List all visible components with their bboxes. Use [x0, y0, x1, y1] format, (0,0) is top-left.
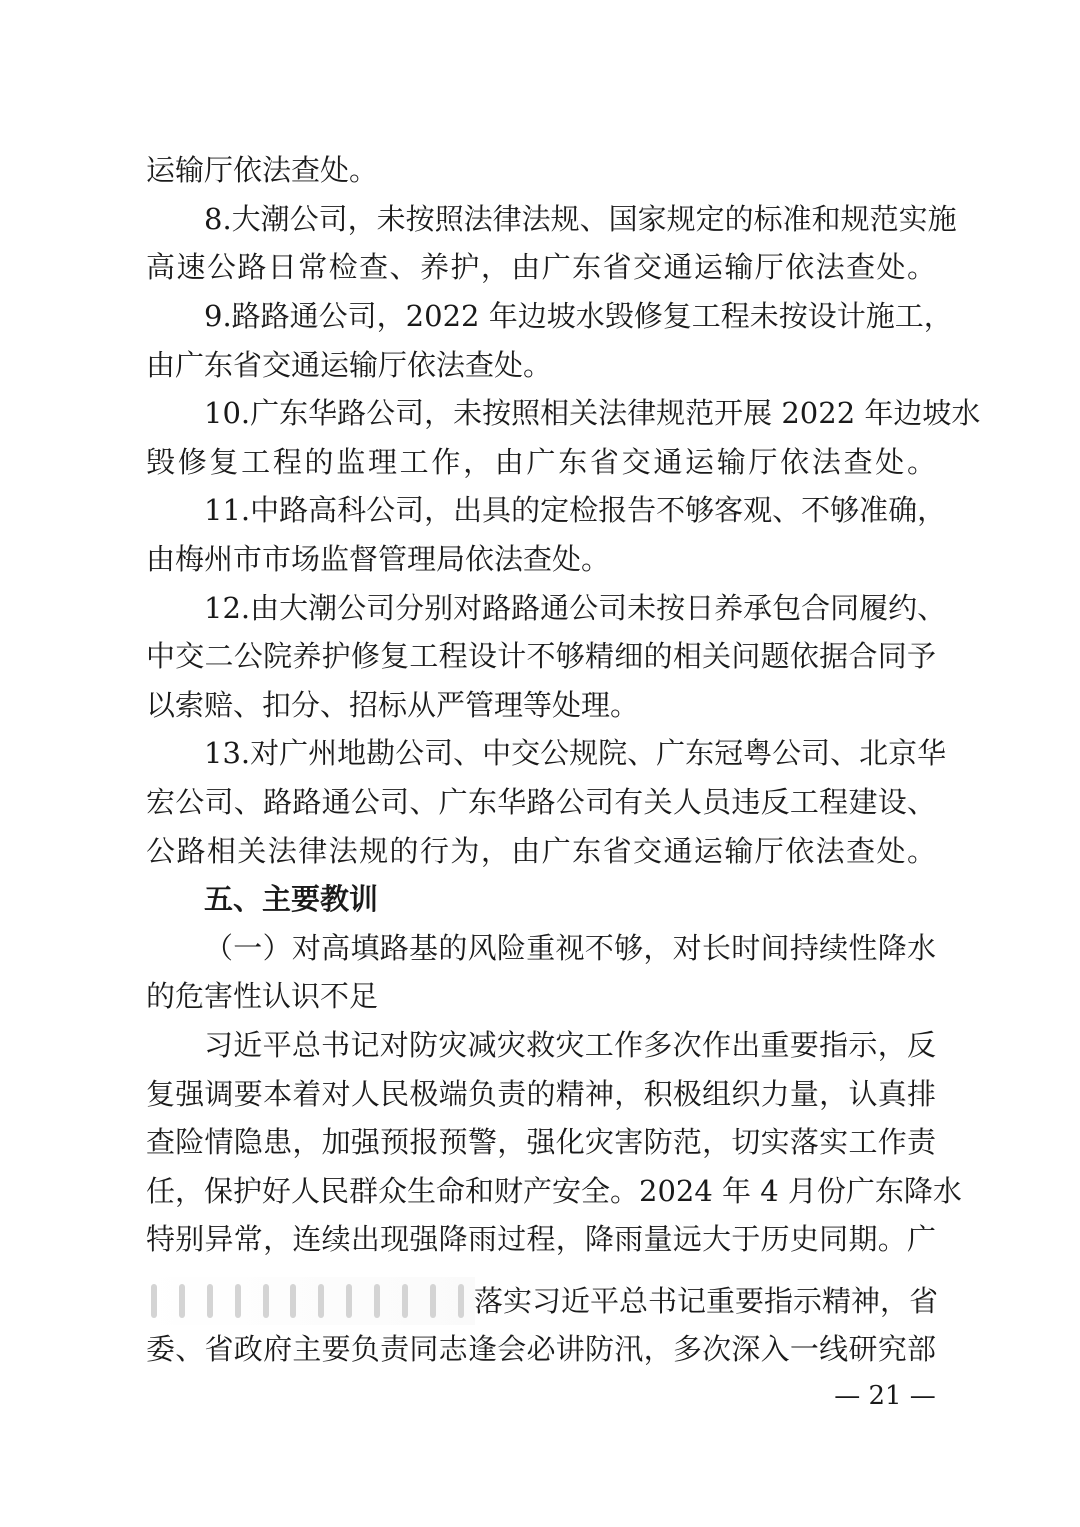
text-line: 12.由大潮公司分别对路路通公司未按日养承包合同履约、 [204, 591, 947, 625]
text-line: 由梅州市市场监督管理局依法查处。 [146, 542, 611, 576]
text-line: 毁修复工程的监理工作，由广东省交通运输厅依法查处。 [146, 445, 936, 479]
text-line: 高速公路日常检查、养护，由广东省交通运输厅依法查处。 [146, 250, 936, 284]
text-line: 10.广东华路公司，未按照相关法律规范开展 2022 年边坡水 [204, 396, 981, 430]
text-line: 任，保护好人民群众生命和财产安全。2024 年 4 月份广东降水 [146, 1174, 962, 1208]
obscured-text-region [140, 1277, 475, 1325]
subsection-heading: 的危害性认识不足 [146, 979, 379, 1013]
page-number: — 21 — [834, 1381, 936, 1411]
text-line: 习近平总书记对防灾减灾救灾工作多次作出重要指示，反 [204, 1028, 936, 1062]
text-line: 查险情隐患，加强预报预警，强化灾害防范，切实落实工作责 [146, 1125, 936, 1159]
text-line: 11.中路高科公司，出具的定检报告不够客观、不够准确， [204, 493, 947, 527]
text-line: 特别异常，连续出现强降雨过程，降雨量远大于历史同期。广 [146, 1222, 936, 1256]
text-line: 由广东省交通运输厅依法查处。 [146, 348, 553, 382]
text-line: 公路相关法律法规的行为，由广东省交通运输厅依法查处。 [146, 834, 936, 868]
text-line: 13.对广州地勘公司、中交公规院、广东冠粤公司、北京华 [204, 736, 947, 770]
text-line: 宏公司、路路通公司、广东华路公司有关人员违反工程建设、 [146, 785, 936, 819]
text-line: 落实习近平总书记重要指示精神，省 [474, 1284, 939, 1318]
subsection-heading: （一）对高填路基的风险重视不够，对长时间持续性降水 [204, 931, 936, 965]
text-line: 运输厅依法查处。 [146, 153, 379, 187]
text-line: 8.大潮公司，未按照法律法规、国家规定的标准和规范实施 [204, 202, 957, 236]
text-line: 委、省政府主要负责同志逢会必讲防汛，多次深入一线研究部 [146, 1332, 936, 1366]
section-heading: 五、主要教训 [204, 882, 379, 916]
text-line: 复强调要本着对人民极端负责的精神，积极组织力量，认真排 [146, 1077, 936, 1111]
text-line: 中交二公院养护修复工程设计不够精细的相关问题依据合同予 [146, 639, 936, 673]
text-line: 以索赔、扣分、招标从严管理等处理。 [146, 688, 640, 722]
text-line: 9.路路通公司，2022 年边坡水毁修复工程未按设计施工， [204, 299, 953, 333]
